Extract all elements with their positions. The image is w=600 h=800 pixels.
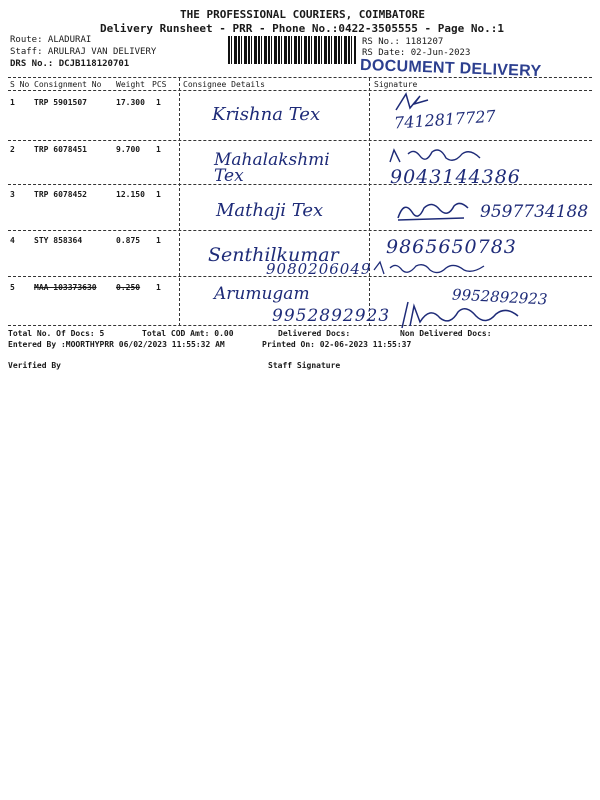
company-name: THE PROFESSIONAL COURIERS, COIMBATORE bbox=[180, 8, 426, 21]
document-delivery-stamp: DOCUMENT DELIVERY bbox=[359, 56, 542, 81]
row-sno: 4 bbox=[10, 236, 15, 245]
row-pcs: 1 bbox=[156, 283, 161, 292]
row-divider bbox=[8, 230, 592, 231]
row-pcs: 1 bbox=[156, 236, 161, 245]
signature-handwriting: 9597734188 bbox=[480, 202, 589, 222]
total-cod: Total COD Amt: 0.00 bbox=[142, 329, 234, 338]
consignee-phone-handwriting: 9080206049 bbox=[266, 260, 372, 278]
signature-scribble bbox=[396, 300, 536, 330]
row-sno: 3 bbox=[10, 190, 15, 199]
row-weight: 0.250 bbox=[116, 283, 141, 292]
consignee-handwriting: Senthilkumar bbox=[208, 244, 339, 266]
col-header-consignment: Consignment No bbox=[34, 80, 102, 89]
col-header-weight: Weight bbox=[116, 80, 145, 89]
signature-scribble bbox=[394, 196, 474, 226]
row-consignment: MAA 103373630 bbox=[34, 283, 97, 292]
staff-label: Staff: ARULRAJ VAN DELIVERY bbox=[10, 47, 157, 57]
col-header-pcs: PCS bbox=[152, 80, 167, 89]
row-sno: 5 bbox=[10, 283, 15, 292]
col-header-sno: S No bbox=[10, 80, 30, 89]
consignee-handwriting: Mahalakshmi Tex bbox=[214, 150, 330, 186]
signature-handwriting: 9043144386 bbox=[390, 166, 521, 188]
row-pcs: 1 bbox=[156, 190, 161, 199]
col-header-consignee: Consignee Details bbox=[183, 80, 265, 89]
printed-on: Printed On: 02-06-2023 11:55:37 bbox=[262, 340, 412, 349]
row-weight: 12.150 bbox=[116, 190, 145, 199]
row-consignment: TRP 6078451 bbox=[34, 145, 87, 154]
row-divider bbox=[8, 140, 592, 141]
row-consignment: TRP 5901507 bbox=[34, 98, 87, 107]
drs-number: DRS No.: DCJB118120701 bbox=[10, 59, 130, 69]
signature-handwriting: 9865650783 bbox=[386, 236, 517, 258]
route-label: Route: ALADURAI bbox=[10, 35, 92, 45]
signature-scribble bbox=[372, 258, 492, 278]
consignee-handwriting: Krishna Tex bbox=[212, 104, 321, 125]
non-delivered-docs: Non Delivered Docs: bbox=[400, 329, 492, 338]
row-sno: 1 bbox=[10, 98, 15, 107]
column-divider bbox=[369, 78, 370, 326]
consignee-handwriting: Mathaji Tex bbox=[216, 200, 324, 221]
runsheet-title: Delivery Runsheet - PRR - Phone No.:0422-3505555 - Page No.:1 bbox=[100, 22, 504, 35]
row-weight: 0.875 bbox=[116, 236, 141, 245]
consignee-handwriting: Arumugam bbox=[214, 284, 310, 304]
col-header-signature: Signature bbox=[374, 80, 418, 89]
signature-handwriting: 9952892923 bbox=[451, 285, 548, 309]
row-consignment: TRP 6078452 bbox=[34, 190, 87, 199]
table-top-rule bbox=[8, 77, 592, 78]
row-weight: 9.700 bbox=[116, 145, 141, 154]
signature-handwriting: 7412817727 bbox=[393, 106, 497, 133]
staff-signature-label: Staff Signature bbox=[268, 361, 341, 370]
consignee-phone-handwriting: 9952892923 bbox=[272, 306, 391, 326]
row-pcs: 1 bbox=[156, 145, 161, 154]
rs-date: RS Date: 02-Jun-2023 bbox=[362, 48, 471, 58]
barcode bbox=[228, 36, 356, 64]
rs-number: RS No.: 1181207 bbox=[362, 37, 444, 47]
row-sno: 2 bbox=[10, 145, 15, 154]
row-pcs: 1 bbox=[156, 98, 161, 107]
table-header-rule bbox=[8, 90, 592, 91]
delivered-docs: Delivered Docs: bbox=[278, 329, 351, 338]
row-weight: 17.300 bbox=[116, 98, 145, 107]
column-divider bbox=[179, 78, 180, 326]
signature-scribble bbox=[384, 144, 524, 168]
row-consignment: STY 858364 bbox=[34, 236, 83, 245]
verified-by: Verified By bbox=[8, 361, 61, 370]
total-docs: Total No. Of Docs: 5 bbox=[8, 329, 105, 338]
entered-by: Entered By :MOORTHYPRR 06/02/2023 11:55:32 AM bbox=[8, 340, 225, 349]
